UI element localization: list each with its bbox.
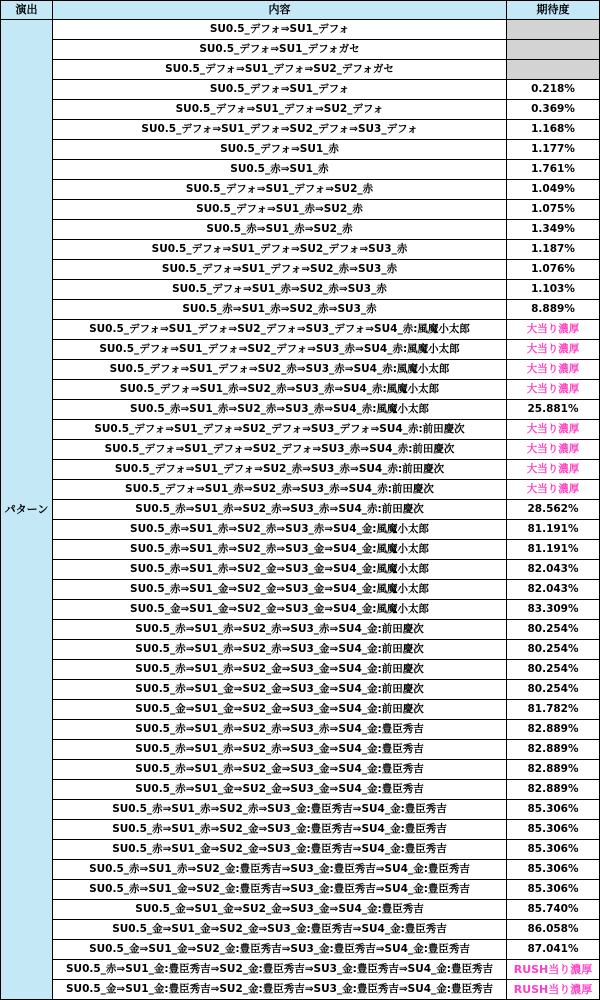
expectation-value: 82.889%: [507, 740, 600, 760]
table-row: [1, 500, 600, 520]
table-row: [1, 20, 600, 40]
pattern-content: SU0.5_デフォ⇒SU1_デフォガセ: [53, 40, 507, 60]
table-row: [1, 400, 600, 420]
empty-value-cell: [507, 20, 600, 40]
pattern-content: SU0.5_赤⇒SU1_赤⇒SU2_赤⇒SU3_金⇒SU4_金:前田慶次: [53, 640, 507, 660]
table-row: [1, 820, 600, 840]
table-row: [1, 580, 600, 600]
pattern-content: SU0.5_赤⇒SU1_赤⇒SU2_金⇒SU3_金:豊臣秀吉⇒SU4_金:豊臣秀吉: [53, 820, 507, 840]
pattern-content: SU0.5_赤⇒SU1_赤⇒SU2_赤⇒SU3_金⇒SU4_金:豊臣秀吉: [53, 740, 507, 760]
table-row: [1, 440, 600, 460]
table-row: [1, 140, 600, 160]
table-row: [1, 740, 600, 760]
table-row: [1, 180, 600, 200]
pattern-content: SU0.5_赤⇒SU1_金:豊臣秀吉⇒SU2_金:豊臣秀吉⇒SU3_金:豊臣秀吉⇒SU4_金:豊臣秀吉: [53, 960, 507, 980]
table-row: [1, 560, 600, 580]
table-row: [1, 980, 600, 1000]
expectation-value: 大当り濃厚: [507, 480, 600, 500]
table-row: [1, 160, 600, 180]
pattern-content: SU0.5_デフォ⇒SU1_赤⇒SU2_赤⇒SU3_赤: [53, 280, 507, 300]
pattern-content: SU0.5_デフォ⇒SU1_デフォ⇒SU2_赤⇒SU3_赤: [53, 260, 507, 280]
pattern-content: SU0.5_赤⇒SU1_赤⇒SU2_金⇒SU3_金⇒SU4_金:風魔小太郎: [53, 560, 507, 580]
table-row: [1, 900, 600, 920]
table-row: [1, 680, 600, 700]
expectation-value: 85.306%: [507, 860, 600, 880]
expectation-value: 81.191%: [507, 540, 600, 560]
table-row: [1, 120, 600, 140]
pattern-content: SU0.5_デフォ⇒SU1_デフォ⇒SU2_デフォ⇒SU3_デフォ: [53, 120, 507, 140]
expectation-value: 1.187%: [507, 240, 600, 260]
table-row: [1, 240, 600, 260]
expectation-value: 82.889%: [507, 720, 600, 740]
pattern-content: SU0.5_デフォ⇒SU1_赤⇒SU2_赤: [53, 200, 507, 220]
header-content: 内容: [53, 1, 507, 20]
expectation-value: 25.881%: [507, 400, 600, 420]
expectation-value: 1.075%: [507, 200, 600, 220]
empty-value-cell: [507, 60, 600, 80]
pattern-content: SU0.5_デフォ⇒SU1_デフォ⇒SU2_デフォ⇒SU3_デフォ⇒SU4_赤:風魔小太郎: [53, 320, 507, 340]
table-row: [1, 600, 600, 620]
expectation-value: 0.218%: [507, 80, 600, 100]
pattern-content: SU0.5_赤⇒SU1_金⇒SU2_金:豊臣秀吉⇒SU3_金:豊臣秀吉⇒SU4_金:豊臣秀吉: [53, 880, 507, 900]
table-row: [1, 840, 600, 860]
pattern-content: SU0.5_赤⇒SU1_赤⇒SU2_赤⇒SU3_金:豊臣秀吉⇒SU4_金:豊臣秀吉: [53, 800, 507, 820]
expectation-value: 1.761%: [507, 160, 600, 180]
table-row: [1, 660, 600, 680]
expectation-value: 1.349%: [507, 220, 600, 240]
pattern-content: SU0.5_デフォ⇒SU1_デフォ⇒SU2_デフォ⇒SU3_赤: [53, 240, 507, 260]
pattern-content: SU0.5_金⇒SU1_金:豊臣秀吉⇒SU2_金:豊臣秀吉⇒SU3_金:豊臣秀吉⇒SU4_金:豊臣秀吉: [53, 980, 507, 1000]
expectation-value: 28.562%: [507, 500, 600, 520]
pattern-content: SU0.5_デフォ⇒SU1_デフォ⇒SU2_赤: [53, 180, 507, 200]
pattern-content: SU0.5_デフォ⇒SU1_デフォ⇒SU2_デフォ⇒SU3_赤⇒SU4_赤:前田慶次: [53, 440, 507, 460]
expectation-value: 80.254%: [507, 620, 600, 640]
pattern-content: SU0.5_赤⇒SU1_金⇒SU2_金⇒SU3_金⇒SU4_金:豊臣秀吉: [53, 780, 507, 800]
pattern-content: SU0.5_赤⇒SU1_金⇒SU2_金⇒SU3_金:豊臣秀吉⇒SU4_金:豊臣秀吉: [53, 840, 507, 860]
pattern-content: SU0.5_赤⇒SU1_赤⇒SU2_赤⇒SU3_赤⇒SU4_金:前田慶次: [53, 620, 507, 640]
pattern-content: SU0.5_デフォ⇒SU1_デフォ⇒SU2_赤⇒SU3_赤⇒SU4_赤:風魔小太郎: [53, 360, 507, 380]
table-row: [1, 380, 600, 400]
pattern-content: SU0.5_赤⇒SU1_赤⇒SU2_赤⇒SU3_赤⇒SU4_赤:前田慶次: [53, 500, 507, 520]
table-row: [1, 940, 600, 960]
pattern-content: SU0.5_デフォ⇒SU1_デフォ⇒SU2_デフォ⇒SU3_デフォ⇒SU4_赤:前田慶次: [53, 420, 507, 440]
table-row: [1, 700, 600, 720]
expectation-value: 1.168%: [507, 120, 600, 140]
expectation-value: 80.254%: [507, 640, 600, 660]
table-row: [1, 200, 600, 220]
table-row: [1, 720, 600, 740]
expectation-value: 大当り濃厚: [507, 320, 600, 340]
pattern-content: SU0.5_赤⇒SU1_赤⇒SU2_赤⇒SU3_赤⇒SU4_赤:風魔小太郎: [53, 400, 507, 420]
pattern-content: SU0.5_デフォ⇒SU1_デフォ⇒SU2_デフォ: [53, 100, 507, 120]
table-row: [1, 640, 600, 660]
pattern-content: SU0.5_赤⇒SU1_赤⇒SU2_赤⇒SU3_赤⇒SU4_金:豊臣秀吉: [53, 720, 507, 740]
pattern-content: SU0.5_赤⇒SU1_赤⇒SU2_金⇒SU3_金⇒SU4_金:前田慶次: [53, 660, 507, 680]
table-row: [1, 100, 600, 120]
table-row: [1, 40, 600, 60]
table-row: [1, 460, 600, 480]
pattern-content: SU0.5_金⇒SU1_金⇒SU2_金⇒SU3_金⇒SU4_金:豊臣秀吉: [53, 900, 507, 920]
pattern-content: SU0.5_金⇒SU1_金⇒SU2_金⇒SU3_金⇒SU4_金:風魔小太郎: [53, 600, 507, 620]
expectation-value: 大当り濃厚: [507, 420, 600, 440]
table-row: [1, 920, 600, 940]
pattern-content: SU0.5_赤⇒SU1_赤⇒SU2_金⇒SU3_金⇒SU4_金:豊臣秀吉: [53, 760, 507, 780]
table-row: [1, 360, 600, 380]
header-row: [1, 1, 600, 20]
expectation-value: 87.041%: [507, 940, 600, 960]
expectation-value: 0.369%: [507, 100, 600, 120]
table-row: [1, 340, 600, 360]
table-row: [1, 540, 600, 560]
pattern-content: SU0.5_赤⇒SU1_赤⇒SU2_赤⇒SU3_赤: [53, 300, 507, 320]
table-row: [1, 780, 600, 800]
expectation-value: 大当り濃厚: [507, 360, 600, 380]
table-row: [1, 260, 600, 280]
header-expectation: 期待度: [507, 1, 600, 20]
pattern-content: SU0.5_金⇒SU1_金⇒SU2_金⇒SU3_金⇒SU4_金:前田慶次: [53, 700, 507, 720]
expectation-value: 80.254%: [507, 680, 600, 700]
expectation-value: 1.049%: [507, 180, 600, 200]
expectation-value: 85.740%: [507, 900, 600, 920]
expectation-value: 大当り濃厚: [507, 380, 600, 400]
table-row: [1, 620, 600, 640]
expectation-value: 80.254%: [507, 660, 600, 680]
expectation-value: 82.889%: [507, 760, 600, 780]
table-row: [1, 520, 600, 540]
table-row: [1, 280, 600, 300]
header-performance: 演出: [1, 1, 53, 20]
expectation-value: 86.058%: [507, 920, 600, 940]
pattern-content: SU0.5_デフォ⇒SU1_デフォ: [53, 80, 507, 100]
expectation-value: RUSH当り濃厚: [507, 960, 600, 980]
expectation-value: 1.177%: [507, 140, 600, 160]
expectation-value: 85.306%: [507, 820, 600, 840]
expectation-value: 大当り濃厚: [507, 460, 600, 480]
expectation-value: 83.309%: [507, 600, 600, 620]
expectation-value: 82.043%: [507, 580, 600, 600]
pattern-content: SU0.5_赤⇒SU1_赤⇒SU2_赤⇒SU3_金⇒SU4_金:風魔小太郎: [53, 540, 507, 560]
table-body: [1, 20, 600, 1000]
table-row: [1, 880, 600, 900]
pattern-content: SU0.5_金⇒SU1_金⇒SU2_金:豊臣秀吉⇒SU3_金:豊臣秀吉⇒SU4_金:豊臣秀吉: [53, 940, 507, 960]
pattern-content: SU0.5_デフォ⇒SU1_赤: [53, 140, 507, 160]
pattern-content: SU0.5_金⇒SU1_金⇒SU2_金⇒SU3_金:豊臣秀吉⇒SU4_金:豊臣秀吉: [53, 920, 507, 940]
table-row: [1, 60, 600, 80]
table-row: [1, 320, 600, 340]
expectation-value: 1.103%: [507, 280, 600, 300]
expectation-value: 1.076%: [507, 260, 600, 280]
expectation-value: 85.306%: [507, 800, 600, 820]
table-row: [1, 480, 600, 500]
pattern-content: SU0.5_デフォ⇒SU1_デフォ⇒SU2_デフォ⇒SU3_赤⇒SU4_赤:風魔小太郎: [53, 340, 507, 360]
expectation-value: 85.306%: [507, 840, 600, 860]
table-row: [1, 760, 600, 780]
group-label-pattern: パターン: [1, 20, 53, 1000]
expectation-value: 81.782%: [507, 700, 600, 720]
table-row: [1, 420, 600, 440]
pattern-content: SU0.5_赤⇒SU1_金⇒SU2_金⇒SU3_金⇒SU4_金:風魔小太郎: [53, 580, 507, 600]
expectation-value: 82.043%: [507, 560, 600, 580]
pattern-content: SU0.5_デフォ⇒SU1_デフォ⇒SU2_赤⇒SU3_赤⇒SU4_赤:前田慶次: [53, 460, 507, 480]
pattern-content: SU0.5_赤⇒SU1_赤⇒SU2_金:豊臣秀吉⇒SU3_金:豊臣秀吉⇒SU4_金:豊臣秀吉: [53, 860, 507, 880]
expectation-value: 82.889%: [507, 780, 600, 800]
expectation-value: 81.191%: [507, 520, 600, 540]
table-row: [1, 220, 600, 240]
expectation-value: 大当り濃厚: [507, 340, 600, 360]
table-row: [1, 300, 600, 320]
expectation-value: RUSH当り濃厚: [507, 980, 600, 1000]
table-row: [1, 80, 600, 100]
pattern-content: SU0.5_デフォ⇒SU1_デフォ: [53, 20, 507, 40]
pattern-content: SU0.5_赤⇒SU1_赤⇒SU2_赤: [53, 220, 507, 240]
pattern-content: SU0.5_デフォ⇒SU1_赤⇒SU2_赤⇒SU3_赤⇒SU4_赤:前田慶次: [53, 480, 507, 500]
empty-value-cell: [507, 40, 600, 60]
pattern-content: SU0.5_赤⇒SU1_金⇒SU2_金⇒SU3_金⇒SU4_金:前田慶次: [53, 680, 507, 700]
pattern-content: SU0.5_赤⇒SU1_赤: [53, 160, 507, 180]
table-row: [1, 860, 600, 880]
pattern-content: SU0.5_赤⇒SU1_赤⇒SU2_赤⇒SU3_赤⇒SU4_金:風魔小太郎: [53, 520, 507, 540]
pattern-content: SU0.5_デフォ⇒SU1_赤⇒SU2_赤⇒SU3_赤⇒SU4_赤:風魔小太郎: [53, 380, 507, 400]
table-row: [1, 960, 600, 980]
expectation-value: 大当り濃厚: [507, 440, 600, 460]
expectation-value: 8.889%: [507, 300, 600, 320]
pattern-content: SU0.5_デフォ⇒SU1_デフォ⇒SU2_デフォガセ: [53, 60, 507, 80]
expectation-value: 85.306%: [507, 880, 600, 900]
table-row: [1, 800, 600, 820]
